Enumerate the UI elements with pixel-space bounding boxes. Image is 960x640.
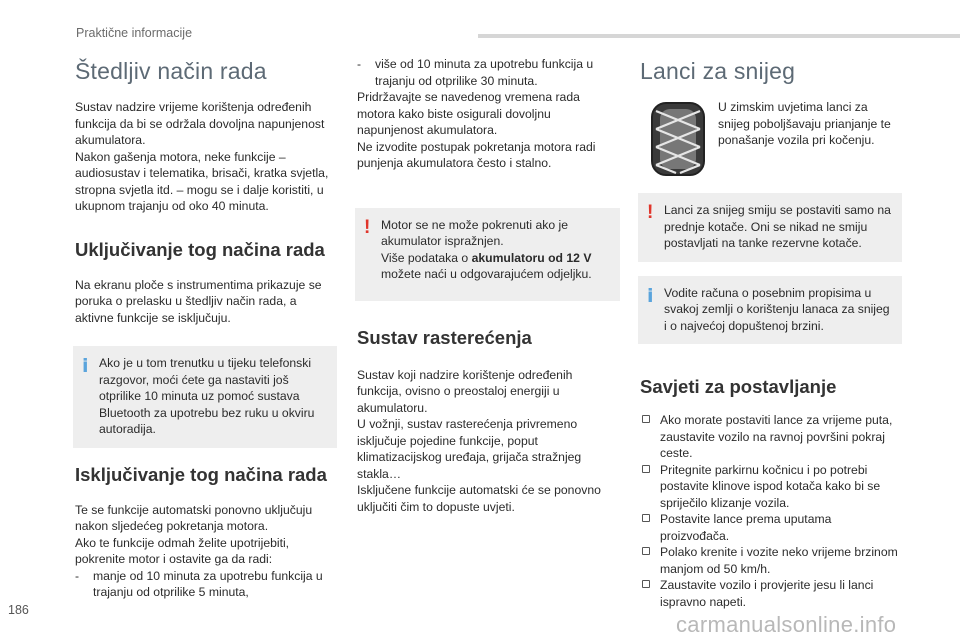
heading-fitting-tips: Savjeti za postavljanje (640, 376, 837, 397)
list-item: Postavite lance prema uputama proizvođača. (640, 511, 902, 544)
warning-icon: ! (364, 216, 371, 238)
info-box-text: Ako je u tom trenutku u tijeku telefonski razgovor, moći ćete ga nastaviti još otprilike 10 minuta uz pomoć sustava Bluetooth za upotrebu bez ruku u okviru autoradija. (99, 356, 315, 436)
title-economy-mode: Štedljiv način rada (75, 58, 267, 84)
heading-load-shedding: Sustav rasterećenja (357, 326, 532, 348)
regulations-text: Vodite računa o posebnim propisima u svakoj zemlji o korištenju lanaca za snijeg i o najvećoj dopuštenoj brzini. (664, 285, 890, 333)
list-item: Pritegnite parkirnu kočnicu i po potrebi postavite klinove ispod kotača kako bi se spriječilo klizanje vozila. (640, 462, 902, 512)
info-icon: i (82, 355, 89, 377)
activation-text: Na ekranu ploče s instrumentima prikazuje se poruka o prelasku u štedljiv način rada, a aktivne funkcije se isključuju. (75, 277, 322, 325)
title-snow-chains: Lanci za snijeg (640, 58, 796, 84)
list-item: Polako krenite i vozite neko vrijeme brzinom manjom od 50 km/h. (640, 544, 902, 577)
deactivation-text-2: Ako te funkcije odmah želite upotrijebiti, pokrenite motor i ostavite ga da radi: (75, 535, 290, 566)
snow-chain-intro (640, 99, 902, 179)
column-2 (357, 56, 620, 515)
warning-text-2: Više podataka o akumulatoru od 12 V možete naći u odgovarajućem odjeljku. (381, 250, 592, 281)
checkbox-bullet-icon (642, 547, 650, 555)
page-number: 186 (8, 603, 29, 617)
warning-box-chains (638, 193, 902, 262)
snow-chain-tyre-icon (646, 99, 710, 179)
load-shedding-text-3: Isključene funkcije automatski će se ponovno uključiti čim to dopuste uvjeti. (357, 483, 601, 514)
deactivation-text-1: Te se funkcije automatski ponovno uključuju nakon sljedećeg pokretanja motora. (75, 502, 313, 533)
economy-intro-2: Nakon gašenja motora, neke funkcije – audiosustav i telematika, brisači, kratka svjetla, stropna svjetla itd. – mogu se i dalje koristiti, u ukupnom trajanju od oko 40 minuta. (75, 149, 329, 213)
checkbox-bullet-icon (642, 415, 650, 423)
no-charging-text: Ne izvodite postupak pokretanja motora radi punjenja akumulatora često i stalno. (357, 139, 596, 170)
info-box-phone (73, 346, 337, 448)
info-box-regulations (638, 276, 902, 345)
checkbox-bullet-icon (642, 465, 650, 473)
dash-list-continued (357, 56, 620, 89)
checkbox-bullet-icon (642, 514, 650, 522)
load-shedding-text-1: Sustav koji nadzire korištenje određenih funkcija, ovisno o preostaloj energiji u akumulatoru. (357, 367, 573, 415)
fitting-tips-list (640, 412, 902, 610)
load-shedding-text-2: U vožnji, sustav rasterećenja privremeno isključuje pojedine funkcije, poput klimatizacijskog uređaja, grijača stražnjeg stakla… (357, 417, 582, 481)
column-1 (75, 54, 337, 601)
warning-text-1: Motor se ne može pokrenuti ako je akumulator ispražnjen. (381, 217, 568, 248)
warning-icon: ! (647, 202, 654, 223)
checkbox-bullet-icon (642, 580, 650, 588)
list-item: Ako morate postaviti lance za vrijeme puta, zaustavite vozilo na ravnoj površini pokraj ceste. (640, 412, 902, 462)
header-rule (478, 34, 960, 38)
running-header: Praktične informacije (76, 26, 193, 40)
warning-box-battery (355, 208, 620, 301)
list-item: - manje od 10 minuta za upotrebu funkcija u trajanju od otprilike 5 minuta, (75, 568, 323, 599)
heading-activation: Uključivanje tog načina rada (75, 238, 325, 260)
economy-intro: Sustav nadzire vrijeme korištenja određenih funkcija da bi se održala dovoljna napunjenost akumulatora. (75, 100, 325, 147)
runtime-text: Pridržavajte se navedenog vremena rada motora kako biste osigurali dovoljnu napunjenost akumulatora. (357, 90, 580, 137)
dash-list (75, 568, 337, 601)
column-3 (640, 54, 902, 610)
info-icon: i (647, 284, 654, 307)
chains-warning-text: Lanci za snijeg smiju se postaviti samo na prednje kotače. Oni se nikad ne smiju postavljati na tanke rezervne kotače. (664, 203, 891, 250)
heading-deactivation: Isključivanje tog načina rada (75, 463, 327, 485)
list-item: Zaustavite vozilo i provjerite jesu li lanci ispravno napeti. (640, 577, 902, 610)
watermark: carmanualsonline.info (676, 612, 897, 637)
snow-chain-intro-text: U zimskim uvjetima lanci za snijeg poboljšavaju prianjanje te ponašanje vozila pri kočenju. (718, 100, 891, 147)
list-item: - više od 10 minuta za upotrebu funkcija u trajanju od otprilike 30 minuta. (357, 57, 594, 88)
